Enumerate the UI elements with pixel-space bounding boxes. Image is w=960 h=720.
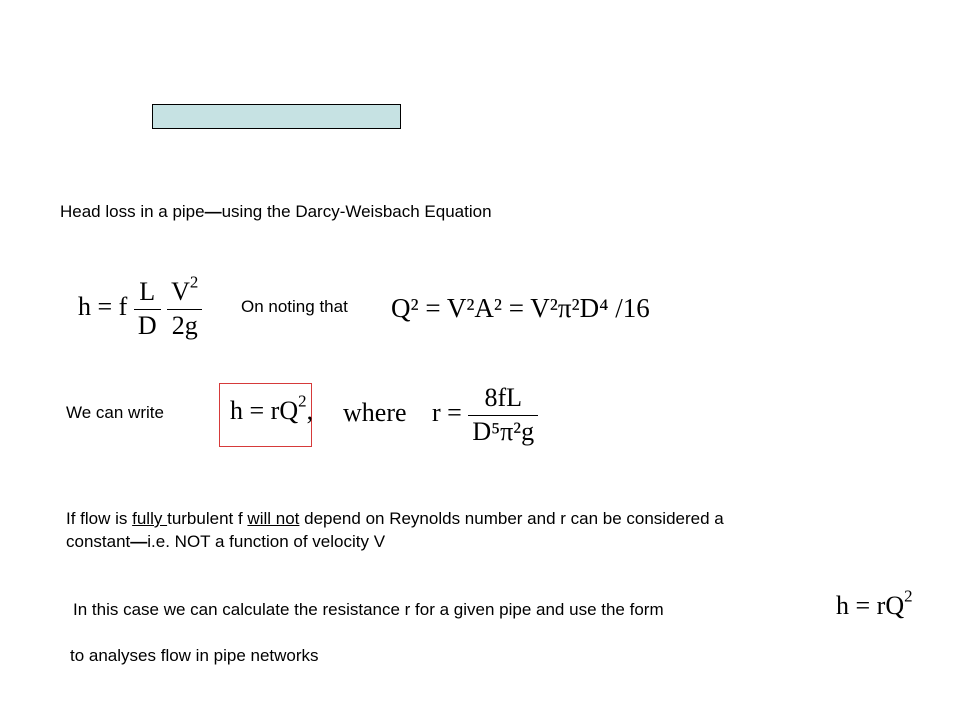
resistance-form-equation <box>230 391 314 426</box>
para1-t1: If flow is <box>66 509 133 528</box>
resistance-fraction <box>468 384 538 446</box>
slide-heading <box>60 201 492 223</box>
para1-fully: fully <box>132 509 168 528</box>
heading-prefix: Head loss in a pipe <box>60 202 205 221</box>
eq1-lhs: h = f <box>78 292 128 322</box>
eq1-D: D <box>137 310 157 340</box>
boxed-exp: 2 <box>298 391 307 411</box>
resistance-usage-note: In this case we can calculate the resistance r for a given pipe and use the form <box>73 600 664 619</box>
para1-line2b: i.e. NOT a function of velocity V <box>147 532 386 551</box>
boxed-comma: , <box>306 396 314 425</box>
para1-t2: turbulent f <box>167 509 248 528</box>
resistance-numerator: 8fL <box>484 383 522 412</box>
write-label: We can write <box>66 403 164 422</box>
inline-exp: 2 <box>904 586 913 606</box>
para1-line2a: constant <box>66 532 131 551</box>
darcy-weisbach-equation <box>78 272 202 340</box>
para1-will-not: will not <box>247 509 300 528</box>
resistance-form-inline <box>836 586 913 621</box>
para1-dash: — <box>130 532 148 551</box>
eq1-v2-over-2g <box>167 272 202 340</box>
para1-t3: depend on Reynolds number and r can be considered a <box>299 509 724 528</box>
eq1-L: L <box>139 277 156 306</box>
turbulent-flow-note <box>66 507 724 553</box>
flow-relation-equation: Q² = V²A² = V²π²D⁴ /16 <box>391 293 650 323</box>
heading-dash: — <box>204 202 222 221</box>
eq1-V: V <box>171 277 190 306</box>
eq1-2g: 2g <box>171 310 198 340</box>
eq1-V-exp: 2 <box>189 272 199 292</box>
resistance-denominator: D⁵π²g <box>472 416 535 446</box>
title-placeholder-box <box>152 104 401 129</box>
eq1-l-over-d <box>134 278 161 340</box>
where-word: where <box>343 398 407 427</box>
pipe-networks-note: to analyses flow in pipe networks <box>70 646 319 665</box>
resistance-definition <box>432 384 538 446</box>
heading-suffix: using the Darcy-Weisbach Equation <box>221 202 492 221</box>
r-equals: r = <box>432 398 462 428</box>
noting-label: On noting that <box>241 297 348 316</box>
boxed-lhs: h = rQ <box>230 396 299 425</box>
inline-lhs: h = rQ <box>836 591 905 620</box>
